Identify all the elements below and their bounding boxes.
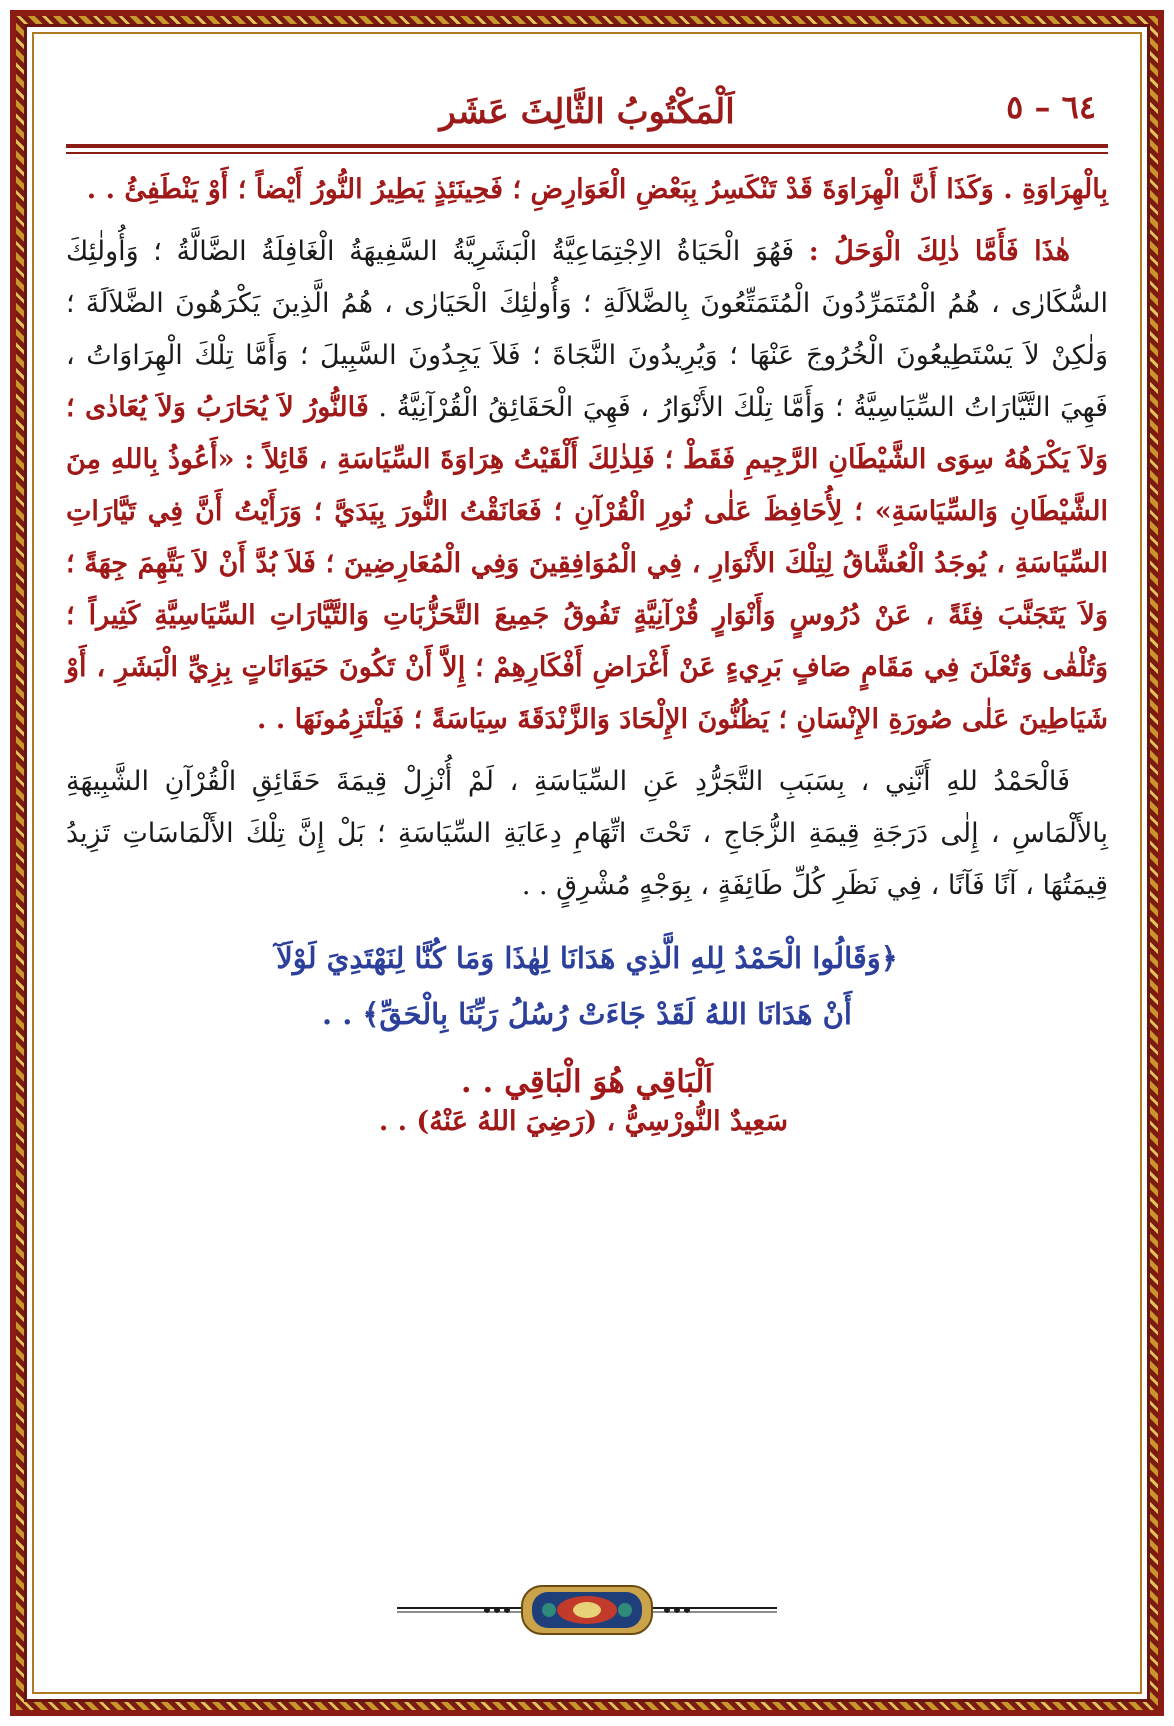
paragraph-2-emphasis: فَالنُّورُ لاَ يُحَارَبُ وَلاَ يُعَادٰى ؛ وَلاَ يَكْرَهُهُ سِوَى الشَّيْطَانِ الرَّجِيمِ فَقَطْ ؛ فَلِذٰلِكَ أَلْقَيْتُ هِرَاوَةَ السِّيَاسَةِ ، قَائِلاً : «أَعُوذُ بِاللهِ مِنَ الشَّيْطَانِ وَالسِّيَاسَةِ» ؛ لِأُحَافِظَ عَلٰى نُورِ الْقُرْآنِ ؛ فَعَانَقْتُ النُّورَ بِيَدَيَّ ؛ وَرَأَيْتُ أَنَّ فِي تَيَّارَاتِ السِّيَاسَةِ ، يُوجَدُ الْعُشَّاقُ لِتِلْكَ الأَنْوَارِ ، فِي الْمُوَافِقِينَ وَفِي الْمُعَارِضِينَ ؛ فَلاَ بُدَّ أَنْ لاَ يَتَّهِمَ جِهَةً ؛ وَلاَ يَتَجَنَّبَ فِئَةً ، عَنْ دُرُوسٍ وَأَنْوَارٍ قُرْآنِيَّةٍ تَفُوقُ جَمِيعَ التَّحَزُّبَاتِ وَالتَّيَّارَاتِ السِّيَاسِيَّةِ كَثِيراً ؛ وَتُلْقٰى وَتُعْلَنَ فِي مَقَامٍ صَافٍ بَرِيءٍ عَنْ أَغْرَاضِ أَفْكَارِهِمْ ؛ إِلاَّ أَنْ تَكُونَ حَيَوَانَاتٍ بِزِيِّ الْبَشَرِ ، أَوْ شَيَاطِينَ عَلٰى صُورَةِ الإِنْسَانِ ؛ يَظُنُّونَ الإِلْحَادَ وَالزَّنْدَقَةَ سِيَاسَةً ؛ فَيَلْتَزِمُونَهَا . .: [66, 392, 1108, 735]
page-title: اَلْمَكْتُوبُ الثَّالِثَ عَشَر: [439, 92, 735, 132]
page-header: [66, 70, 1108, 132]
quran-verse-line-2: أَنْ هَدَانَا اللهُ لَقَدْ جَاءَتْ رُسُلُ رَبِّنَا بِالْحَقِّ﴾ . .: [322, 997, 852, 1031]
header-rule-thin: [66, 152, 1108, 154]
paragraph-2-body: فَهُوَ الْحَيَاةُ الاِجْتِمَاعِيَّةُ الْبَشَرِيَّةُ السَّفِيهَةُ الْغَافِلَةُ الضَّالَّةُ ؛ وَأُولٰئِكَ السُّكَارٰى ، هُمُ الْمُتَمَرِّدُونَ الْمُتَمَتِّعُونَ بِالضَّلاَلَةِ ؛ وَأُولٰئِكَ الْحَيَارٰى ، هُمُ الَّذِينَ يَكْرَهُونَ الضَّلاَلَةَ ؛ وَلٰكِنْ لاَ يَسْتَطِيعُونَ الْخُرُوجَ عَنْهَا ؛ وَيُرِيدُونَ النَّجَاةَ ؛ فَلاَ يَجِدُونَ السَّبِيلَ ؛ وَأَمَّا تِلْكَ الْهِرَاوَاتُ ، فَهِيَ التَّيَّارَاتُ السِّيَاسِيَّةُ ؛ وَأَمَّا تِلْكَ الأَنْوَارُ ، فَهِيَ الْحَقَائِقُ الْقُرْآنِيَّةُ .: [66, 236, 1108, 423]
paragraph-3: فَالْحَمْدُ للهِ أَنَّنِي ، بِسَبَبِ التَّجَرُّدِ عَنِ السِّيَاسَةِ ، لَمْ أُنْزِلْ قِيمَةَ حَقَائِقِ الْقُرْآنِ الشَّبِيهَةِ بِالأَلْمَاسِ ، إِلٰى دَرَجَةِ قِيمَةِ الزُّجَاجِ ، تَحْتَ اتِّهَامِ دِعَايَةِ السِّيَاسَةِ ؛ بَلْ إِنَّ تِلْكَ الأَلْمَاسَاتِ تَزِيدُ قِيمَتُهَا ، آنًا فَآنًا ، فِي نَظَرِ كُلِّ طَائِفَةٍ ، بِوَجْهٍ مُشْرِقٍ . .: [66, 766, 1108, 901]
page-content: [66, 70, 1108, 1656]
header-rule-thick: [66, 144, 1108, 148]
paragraph-1: بِالْهِرَاوَةِ . وَكَذَا أَنَّ الْهِرَاوَةَ قَدْ تَنْكَسِرُ بِبَعْضِ الْعَوَارِضِ ؛ فَحِينَئِذٍ يَطِيرُ النُّورُ أَيْضاً ؛ أَوْ يَنْطَفِئُ . .: [86, 174, 1108, 205]
paragraph-2: [66, 226, 1108, 746]
ornament-divider: [66, 1578, 1108, 1638]
author-signature: سَعِيدٌ النُّورْسِيُّ ، (رَضِيَ اللهُ عَنْهُ) . .: [378, 1106, 788, 1137]
quran-verse: [66, 930, 1108, 1042]
page-number: ٦٤ – ٥: [1006, 88, 1096, 126]
ornament-icon: [397, 1578, 777, 1638]
closing-phrase: اَلْبَاقِي هُوَ الْبَاقِي . .: [460, 1064, 714, 1100]
header-rule: [66, 144, 1108, 154]
quran-verse-line-1: ﴿وَقَالُوا الْحَمْدُ لِلهِ الَّذِي هَدَانَا لِهٰذَا وَمَا كُنَّا لِنَهْتَدِيَ لَوْلَآ: [276, 941, 898, 975]
paragraph-2-lead: هٰذَا فَأَمَّا ذٰلِكَ الْوَحَلُ :: [808, 236, 1070, 267]
